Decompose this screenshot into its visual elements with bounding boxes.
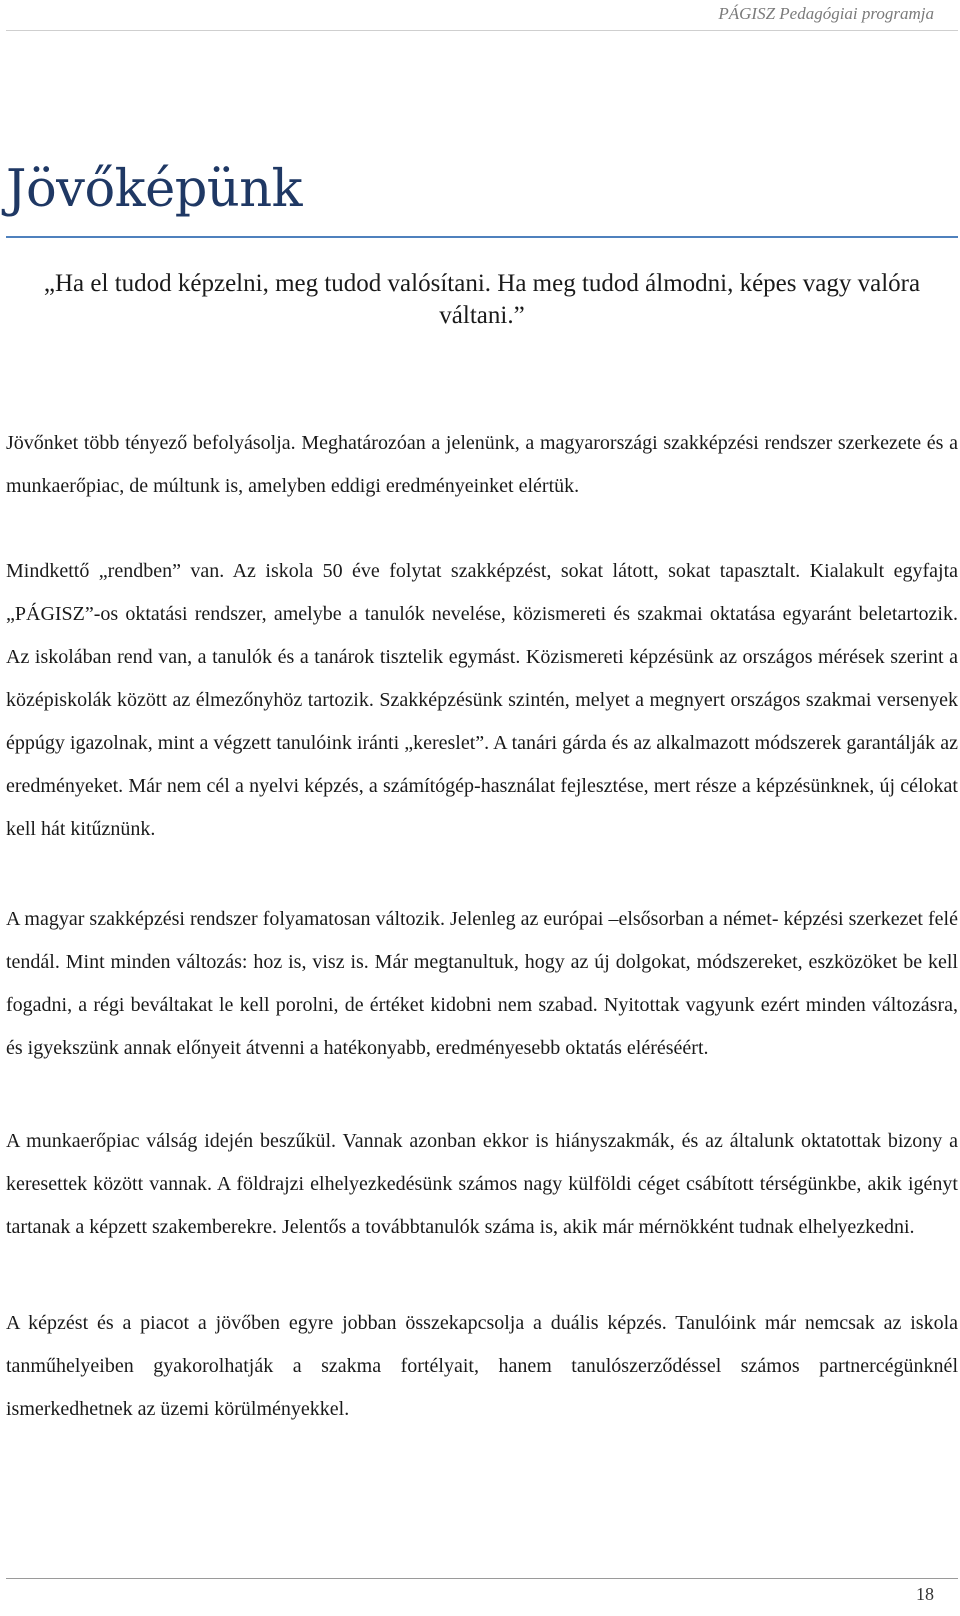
page-title: Jövőképünk [6, 160, 302, 219]
running-header: PÁGISZ Pedagógiai programja [718, 4, 934, 23]
paragraph-system-change: A magyar szakképzési rendszer folyamatosan változik. Jelenleg az európai –elsősorban a német- képzési szerkezet felé tendál. Mint minden változás: hoz is, visz is. Már megtanultuk, hogy az új dolgokat, módszereket, eszközöket be kell fogadni, a régi beváltakat le kell porolni, de értéket kidobni nem szabad. Nyitottak vagyunk ezért minden változásra, és igyekszünk annak előnyeit átvenni a hatékonyabb, eredményesebb oktatás eléréséért. [6, 908, 958, 1059]
title-underline [6, 236, 958, 238]
paragraph-future-factors: Jövőnket több tényező befolyásolja. Meghatározóan a jelenünk, a magyarországi szakképzési rendszer szerkezete és a munkaerőpiac, de múltunk is, amelyben eddigi eredményeinket elértük. [6, 432, 958, 497]
footer-divider [6, 1578, 958, 1579]
motto-quote: „Ha el tudod képzelni, meg tudod valósítani. Ha meg tudod álmodni, képes vagy valóra váltani.” [43, 270, 921, 329]
header-divider [6, 30, 958, 31]
paragraph-dual-training: A képzést és a piacot a jövőben egyre jobban összekapcsolja a duális képzés. Tanulóink már nemcsak az iskola tanműhelyeiben gyakorolhatják a szakma fortélyait, hanem tanulószerződéssel számos partnercégünknél ismerkedhetnek az üzemi körülményekkel. [6, 1312, 958, 1420]
page-number: 18 [916, 1584, 934, 1604]
paragraph-labor-market: A munkaerőpiac válság idején beszűkül. Vannak azonban ekkor is hiányszakmák, és az általunk oktatottak bizony a keresettek között vannak. A földrajzi elhelyezkedésünk számos nagy külföldi céget csábított térségünkbe, akik igényt tartanak a képzett szakemberekre. Jelentős a továbbtanulók száma is, akik már mérnökként tudnak elhelyezkedni. [6, 1130, 958, 1238]
paragraph-school-status: Mindkettő „rendben” van. Az iskola 50 éve folytat szakképzést, sokat látott, sokat tapasztalt. Kialakult egyfajta „PÁGISZ”-os oktatási rendszer, amelybe a tanulók nevelése, közismereti és szakmai oktatása egyaránt beletartozik. Az iskolában rend van, a tanulók és a tanárok tisztelik egymást. Közismereti képzésünk az országos mérések szerint a középiskolák között az élmezőnyhöz tartozik. Szakképzésünk szintén, melyet a megnyert országos szakmai versenyek éppúgy igazolnak, mint a végzett tanulóink iránti „kereslet”. A tanári gárda és az alkalmazott módszerek garantálják az eredményeket. Már nem cél a nyelvi képzés, a számítógép-használat fejlesztése, mert része a képzésünknek, új célokat kell hát kitűznünk. [6, 560, 958, 840]
